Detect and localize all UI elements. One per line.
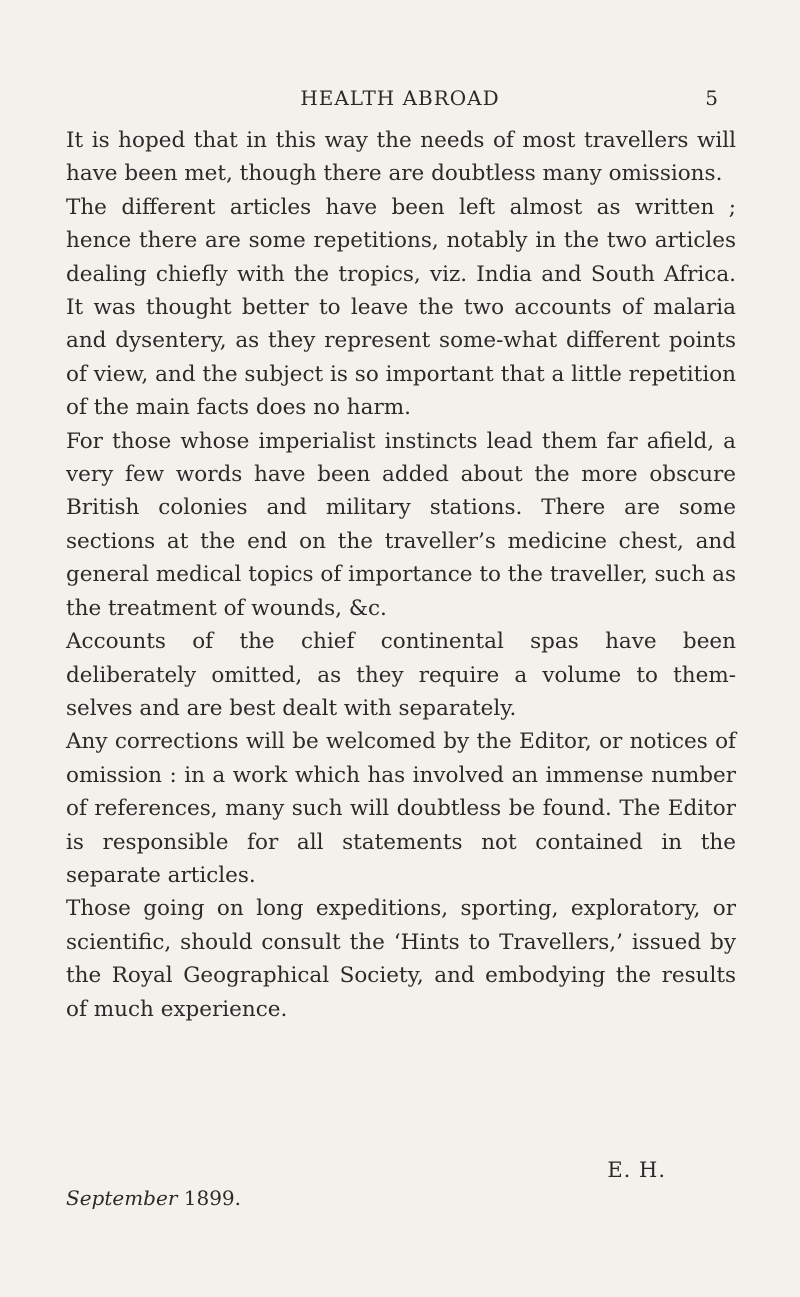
date-year: 1899. [183,1186,242,1210]
paragraph: Accounts of the chief continental spas have been deliberately omitted, as they require a volume to them-selves and are best dealt with separately. [66,629,736,721]
signoff [66,1158,736,1228]
dateline [66,1186,241,1210]
preface-body [66,124,736,1026]
running-head [0,86,800,116]
paragraph: For those whose imperialist instincts lead them far afield, a very few words have been added about the more obscure British colonies and military stations. There are some sections at the end on the traveller’s medicine chest, and general medical topics of importance to the traveller, such as the treatment of wounds, &c. [66,428,736,621]
paragraph: It is hoped that in this way the needs of most travellers will have been met, though there are doubtless many omissions. [66,128,736,187]
paragraph: Any corrections will be welcomed by the Editor, or notices of omission : in a work which has involved an immense number of references, many such will doubtless be found. The Editor is responsible for all statements not contained in the separate articles. [66,729,736,888]
author-initials: E. H. [607,1158,666,1182]
running-title: HEALTH ABROAD [300,86,500,110]
page-number: 5 [705,86,718,110]
paragraph: The different articles have been left almost as written ; hence there are some repetitions, notably in the two articles dealing chiefly with the tropics, viz. India and South Africa. It was thought better to leave the two accounts of malaria and dysentery, as they represent some-what different points of view, and the subject is so important that a little repetition of the main facts does no harm. [66,194,736,421]
paragraph: Those going on long expeditions, sporting, exploratory, or scientific, should consult the ‘Hints to Travellers,’ issued by the Royal Geographical Society, and embodying the results of much experience. [66,896,736,1022]
date-month: September [66,1186,178,1210]
